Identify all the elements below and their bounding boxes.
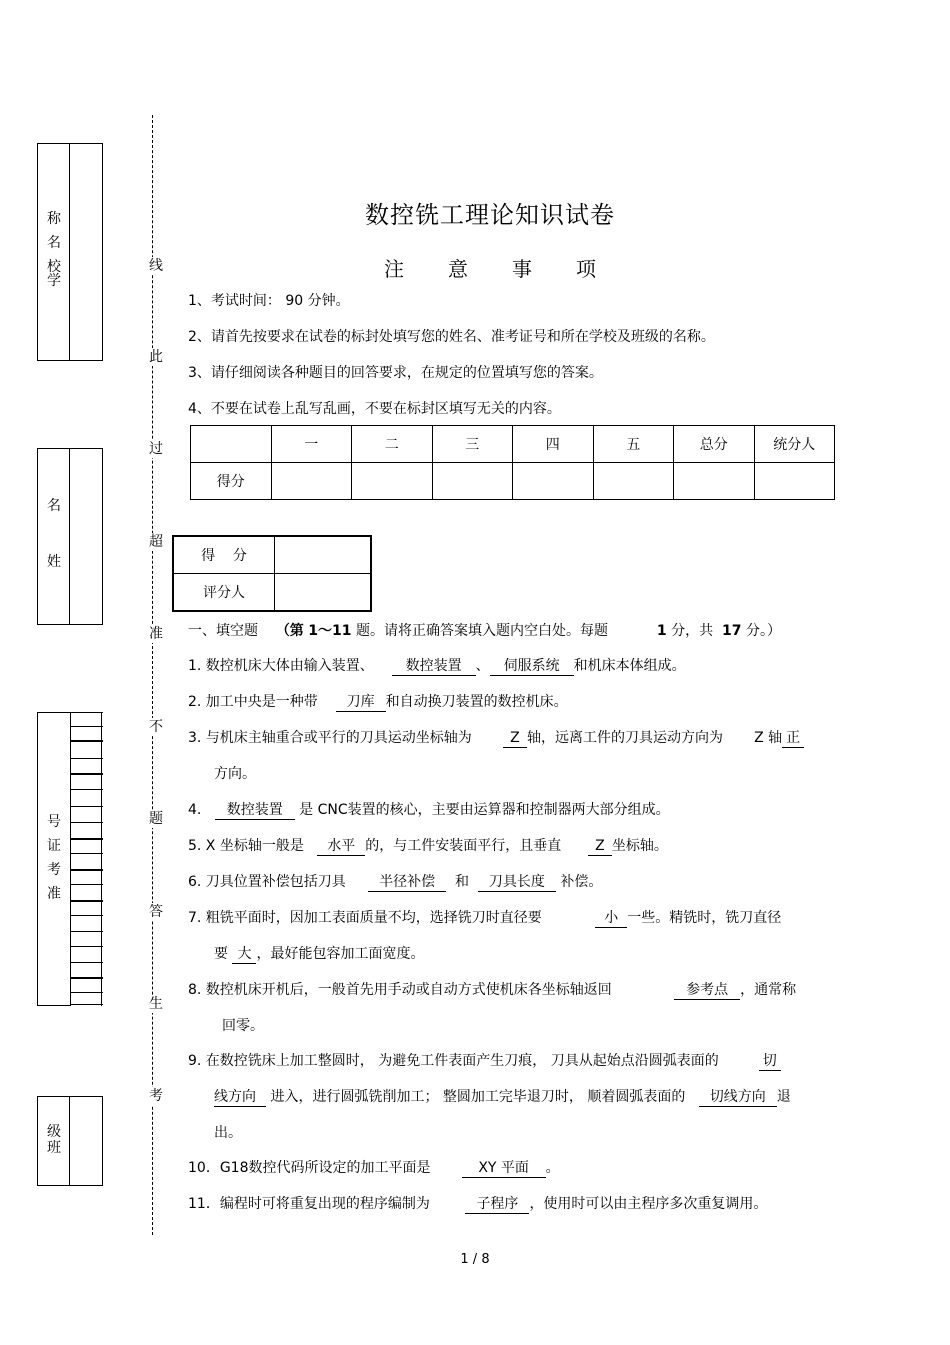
question-3-cont: 方向。 bbox=[214, 766, 256, 782]
question-5: 5. X 坐标轴一般是 水平 的，与工件安装面平行，且垂直 Z 坐标轴。 bbox=[188, 838, 668, 854]
answer-blank[interactable]: 正 bbox=[782, 730, 804, 748]
name-binding-box bbox=[37, 448, 103, 625]
score-row-label: 得分 bbox=[191, 463, 272, 500]
question-2: 2. 加工中央是一种带 刀库 和自动换刀装置的数控机床。 bbox=[188, 694, 568, 710]
question-11: 11．编程时可将重复出现的程序编制为 子程序 ，使用时可以由主程序多次重复调用。 bbox=[188, 1196, 768, 1212]
score-cell[interactable] bbox=[674, 463, 755, 500]
question-7: 7. 粗铣平面时，因加工表面质量不均，选择铣刀时直径要 小 一些。精铣时，铣刀直径 bbox=[188, 910, 782, 926]
answer-blank[interactable]: Z bbox=[503, 730, 527, 748]
answer-blank[interactable]: Z bbox=[588, 838, 612, 856]
answer-blank[interactable]: 数控装置 bbox=[215, 802, 295, 820]
question-10: 10．G18数控代码所设定的加工平面是 XY 平面 。 bbox=[188, 1160, 560, 1176]
question-9-cont2: 出。 bbox=[214, 1125, 242, 1141]
page-number: 1 / 8 bbox=[460, 1252, 490, 1267]
answer-blank[interactable]: 伺服系统 bbox=[490, 658, 574, 676]
answer-blank[interactable]: 半径补偿 bbox=[368, 874, 446, 892]
seal-char: 过 bbox=[149, 441, 163, 457]
answer-blank[interactable]: 大 bbox=[232, 946, 256, 964]
seal-char: 准 bbox=[149, 626, 163, 642]
name-label: 名 姓 bbox=[47, 498, 61, 570]
seal-char: 答 bbox=[149, 904, 163, 920]
question-9-cont: 线方向 进入，进行圆弧铣削加工； 整圆加工完毕退刀时， 顺着圆弧表面的 切线方向 退 bbox=[214, 1089, 791, 1105]
exam-id-label: 号 证 考 准 bbox=[47, 814, 61, 902]
answer-blank[interactable]: 小 bbox=[595, 910, 627, 928]
note-3: 3、请仔细阅读各种题目的回答要求，在规定的位置填写您的答案。 bbox=[188, 365, 603, 381]
class-binding-box bbox=[37, 1096, 103, 1186]
score-cell[interactable] bbox=[754, 463, 835, 500]
answer-blank[interactable]: 切 bbox=[759, 1053, 781, 1071]
answer-blank[interactable]: 数控装置 bbox=[392, 658, 476, 676]
school-label: 称 名 校学 bbox=[47, 211, 61, 289]
score-cell[interactable] bbox=[352, 463, 433, 500]
answer-blank[interactable]: 切线方向 bbox=[699, 1089, 777, 1107]
question-4: 4. 数控装置 是 CNC装置的核心，主要由运算器和控制器两大部分组成。 bbox=[188, 802, 670, 818]
seal-char: 生 bbox=[149, 996, 163, 1012]
question-8: 8. 数控机床开机后，一般首先用手动或自动方式使机床各坐标轴返回 参考点 ，通常称 bbox=[188, 982, 797, 998]
note-1: 1、考试时间： 90 分钟。 bbox=[188, 293, 350, 309]
answer-blank[interactable]: 水平 bbox=[317, 838, 365, 856]
question-1: 1. 数控机床大体由输入装置、 数控装置 、 伺服系统 和机床本体组成。 bbox=[188, 658, 686, 674]
score-cell[interactable] bbox=[513, 463, 594, 500]
exam-id-binding-box bbox=[37, 712, 71, 1006]
seal-char: 不 bbox=[149, 719, 163, 735]
note-2: 2、请首先按要求在试卷的标封处填写您的姓名、准考证号和所在学校及班级的名称。 bbox=[188, 329, 715, 345]
score-cell[interactable] bbox=[593, 463, 674, 500]
school-binding-box bbox=[37, 143, 103, 361]
answer-blank[interactable]: 参考点 bbox=[674, 982, 740, 1000]
answer-blank[interactable]: 刀库 bbox=[336, 694, 386, 712]
answer-blank[interactable]: 子程序 bbox=[465, 1196, 529, 1214]
answer-blank[interactable]: 线方向 bbox=[214, 1089, 266, 1107]
question-7-cont: 要 大 ，最好能包容加工面宽度。 bbox=[214, 946, 425, 962]
question-3: 3. 与机床主轴重合或平行的刀具运动坐标轴为 Z 轴，远离工件的刀具运动方向为 Z 轴 正 bbox=[188, 727, 804, 748]
page-title: 数控铣工理论知识试卷 bbox=[365, 201, 615, 229]
class-label: 级 班 bbox=[47, 1124, 61, 1156]
score-table: 一 二 三 四 五 总分 统分人 得分 bbox=[190, 425, 835, 500]
seal-char: 线 bbox=[149, 258, 163, 274]
notice-heading: 注 意 事 项 bbox=[384, 257, 596, 281]
question-6: 6. 刀具位置补偿包括刀具 半径补偿 和 刀具长度 补偿。 bbox=[188, 874, 603, 890]
grader-score-cell[interactable] bbox=[275, 536, 372, 574]
note-4: 4、不要在试卷上乱写乱画，不要在标封区填写无关的内容。 bbox=[188, 401, 561, 417]
seal-dashed-line bbox=[152, 115, 153, 1235]
question-9: 9. 在数控铣床上加工整圆时， 为避免工件表面产生刀痕， 刀具从起始点沿圆弧表面的 切 bbox=[188, 1050, 781, 1071]
seal-char: 超 bbox=[149, 534, 163, 550]
answer-blank[interactable]: XY 平面 bbox=[462, 1160, 546, 1178]
exam-id-grid bbox=[70, 712, 102, 1006]
seal-char: 题 bbox=[149, 811, 163, 827]
seal-char: 考 bbox=[149, 1088, 163, 1104]
section-1-header: 一、填空题 （第 1～11 题。请将正确答案填入题内空白处。每题 1 分，共 17 分。） bbox=[188, 623, 781, 639]
score-cell[interactable] bbox=[432, 463, 513, 500]
question-8-cont: 回零。 bbox=[222, 1018, 264, 1034]
grader-table: 得 分 评分人 bbox=[172, 535, 372, 612]
seal-char: 此 bbox=[149, 349, 163, 365]
answer-blank[interactable]: 刀具长度 bbox=[478, 874, 556, 892]
score-cell[interactable] bbox=[271, 463, 352, 500]
grader-name-cell[interactable] bbox=[275, 574, 372, 612]
